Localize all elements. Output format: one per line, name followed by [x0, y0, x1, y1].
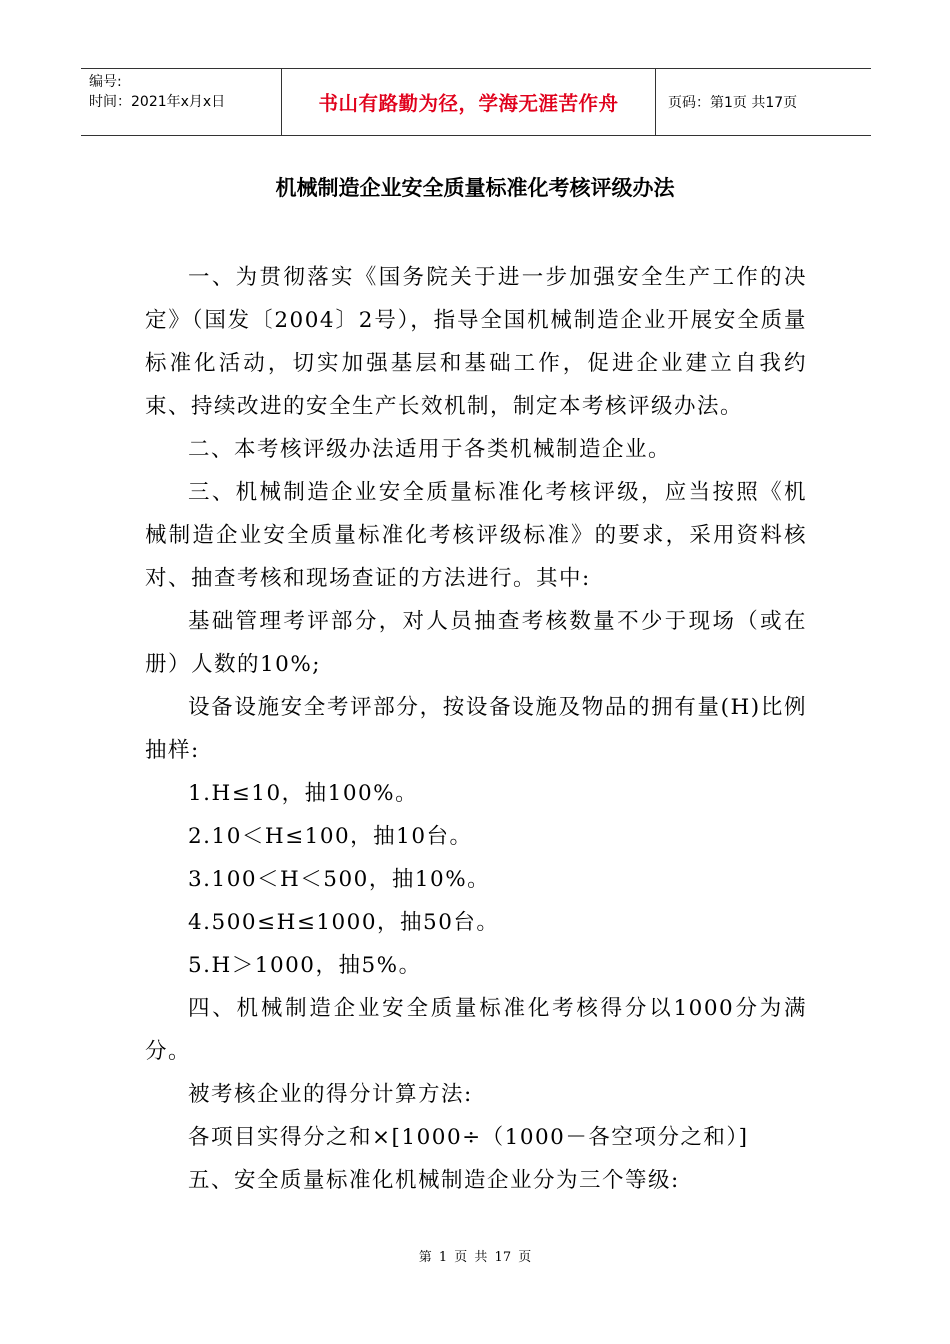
header-motto: 书山有路勤为径，学海无涯苦作舟: [318, 92, 619, 115]
list-item: 4.500≤H≤1000，抽50台。: [188, 910, 500, 935]
document-header: [81, 68, 871, 136]
header-meta: [81, 69, 282, 135]
date-label: 时间：2021年x月x日: [89, 94, 226, 110]
paragraph: 被考核企业的得分计算方法:: [188, 1082, 473, 1107]
list-item: 3.100＜H＜500，抽10%。: [188, 867, 491, 892]
paragraph: 基础管理考评部分，对人员抽查考核数量不少于现场（或在册）人数的10%;: [145, 609, 807, 677]
paragraph: 二、本考核评级办法适用于各类机械制造企业。: [188, 437, 672, 462]
list-item: 2.10＜H≤100，抽10台。: [188, 824, 473, 849]
header-page-info: 页码：第1页 共17页: [668, 95, 798, 111]
formula: 各项目实得分之和×[1000÷（1000－各空项分之和）]: [188, 1125, 749, 1150]
list-item: 1.H≤10，抽100%。: [188, 781, 419, 806]
paragraph: 一、为贯彻落实《国务院关于进一步加强安全生产工作的决定》（国发〔2004〕2号），指导全国机械制造企业开展安全质量标准化活动，切实加强基层和基础工作，促进企业建立自我约束、持续改进的安全生产长效机制，制定本考核评级办法。: [145, 265, 807, 419]
document-title: 机械制造企业安全质量标准化考核评级办法: [275, 175, 675, 200]
number-label: 编号:: [89, 74, 122, 90]
paragraph: 三、机械制造企业安全质量标准化考核评级，应当按照《机械制造企业安全质量标准化考核评级标准》的要求，采用资料核对、抽查考核和现场查证的方法进行。其中:: [145, 480, 807, 591]
document-body: [145, 256, 807, 1202]
page-footer: 第 1 页 共 17 页: [418, 1250, 532, 1265]
paragraph: 四、机械制造企业安全质量标准化考核得分以1000分为满分。: [145, 996, 807, 1064]
paragraph: 五、安全质量标准化机械制造企业分为三个等级:: [188, 1168, 680, 1193]
paragraph: 设备设施安全考评部分，按设备设施及物品的拥有量(H)比例抽样:: [145, 695, 807, 763]
header-motto-cell: [282, 69, 656, 135]
list-item: 5.H＞1000，抽5%。: [188, 953, 422, 978]
